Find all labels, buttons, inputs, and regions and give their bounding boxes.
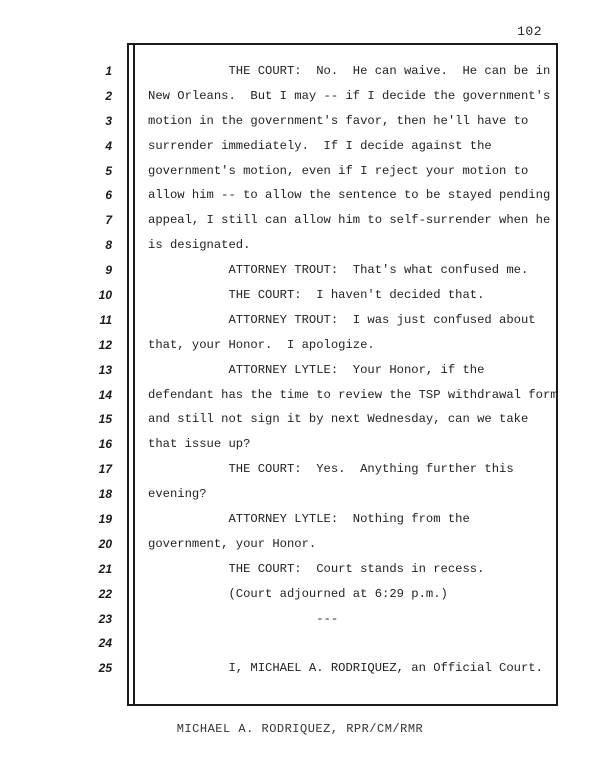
line-number: 18 xyxy=(98,487,112,502)
line-number: 8 xyxy=(105,238,112,253)
transcript-line: is designated. xyxy=(148,238,251,253)
line-number: 19 xyxy=(98,512,112,527)
line-number: 17 xyxy=(98,462,112,477)
transcript-line: I, MICHAEL A. RODRIQUEZ, an Official Court. xyxy=(148,661,543,676)
transcript-line: THE COURT: Yes. Anything further this xyxy=(148,462,514,477)
reporter-footer: MICHAEL A. RODRIQUEZ, RPR/CM/RMR xyxy=(176,722,424,736)
transcript-line: government's motion, even if I reject your motion to xyxy=(148,163,529,178)
line-number: 6 xyxy=(105,188,112,203)
line-number: 22 xyxy=(98,586,112,601)
transcript-line: ATTORNEY TROUT: I was just confused about xyxy=(148,312,536,327)
transcript-line: that issue up? xyxy=(148,437,251,452)
transcript-line: motion in the government's favor, then he'll have to xyxy=(148,113,529,128)
transcript-line: (Court adjourned at 6:29 p.m.) xyxy=(148,586,448,601)
transcript-line: ATTORNEY LYTLE: Nothing from the xyxy=(148,512,470,527)
transcript-line: and still not sign it by next Wednesday, can we take xyxy=(148,412,529,427)
line-number: 3 xyxy=(105,113,112,128)
line-number: 5 xyxy=(105,163,112,178)
transcript-line: defendant has the time to review the TSP withdrawal form xyxy=(148,387,558,402)
transcript-line: evening? xyxy=(148,487,207,502)
transcript-line: allow him -- to allow the sentence to be stayed pending xyxy=(148,188,551,203)
line-number: 2 xyxy=(105,88,112,103)
line-number: 1 xyxy=(105,64,112,78)
transcript-line: THE COURT: No. He can waive. He can be in xyxy=(148,64,551,78)
line-number: 20 xyxy=(98,536,112,551)
line-number: 24 xyxy=(98,636,112,651)
transcript-line: THE COURT: I haven't decided that. xyxy=(148,288,485,303)
line-number: 16 xyxy=(98,437,112,452)
transcript-line: appeal, I still can allow him to self-surrender when he xyxy=(148,213,551,228)
line-number: 10 xyxy=(98,288,112,303)
transcript-line: ATTORNEY LYTLE: Your Honor, if the xyxy=(148,362,485,377)
transcript-line: surrender immediately. If I decide against the xyxy=(148,138,492,153)
page-number: 102 xyxy=(517,24,542,39)
transcript-line xyxy=(148,631,553,656)
line-number: 23 xyxy=(98,611,112,626)
line-number: 14 xyxy=(98,387,112,402)
line-number: 15 xyxy=(98,412,112,427)
transcript-line: THE COURT: Court stands in recess. xyxy=(148,561,485,576)
transcript-line: that, your Honor. I apologize. xyxy=(148,337,375,352)
line-number: 21 xyxy=(98,561,112,576)
line-number-column xyxy=(70,59,112,681)
line-number: 7 xyxy=(105,213,112,228)
transcript-line: --- xyxy=(148,611,339,626)
transcript-line: New Orleans. But I may -- if I decide the government's xyxy=(148,88,551,103)
line-number: 9 xyxy=(105,263,112,278)
margin-rule xyxy=(133,43,135,706)
line-number: 11 xyxy=(99,312,112,327)
transcript-line: government, your Honor. xyxy=(148,536,317,551)
line-number: 4 xyxy=(105,138,112,153)
transcript-text xyxy=(148,59,558,681)
line-number: 13 xyxy=(98,362,112,377)
transcript-line: ATTORNEY TROUT: That's what confused me. xyxy=(148,263,529,278)
line-number: 12 xyxy=(98,337,112,352)
line-number: 25 xyxy=(98,661,112,676)
